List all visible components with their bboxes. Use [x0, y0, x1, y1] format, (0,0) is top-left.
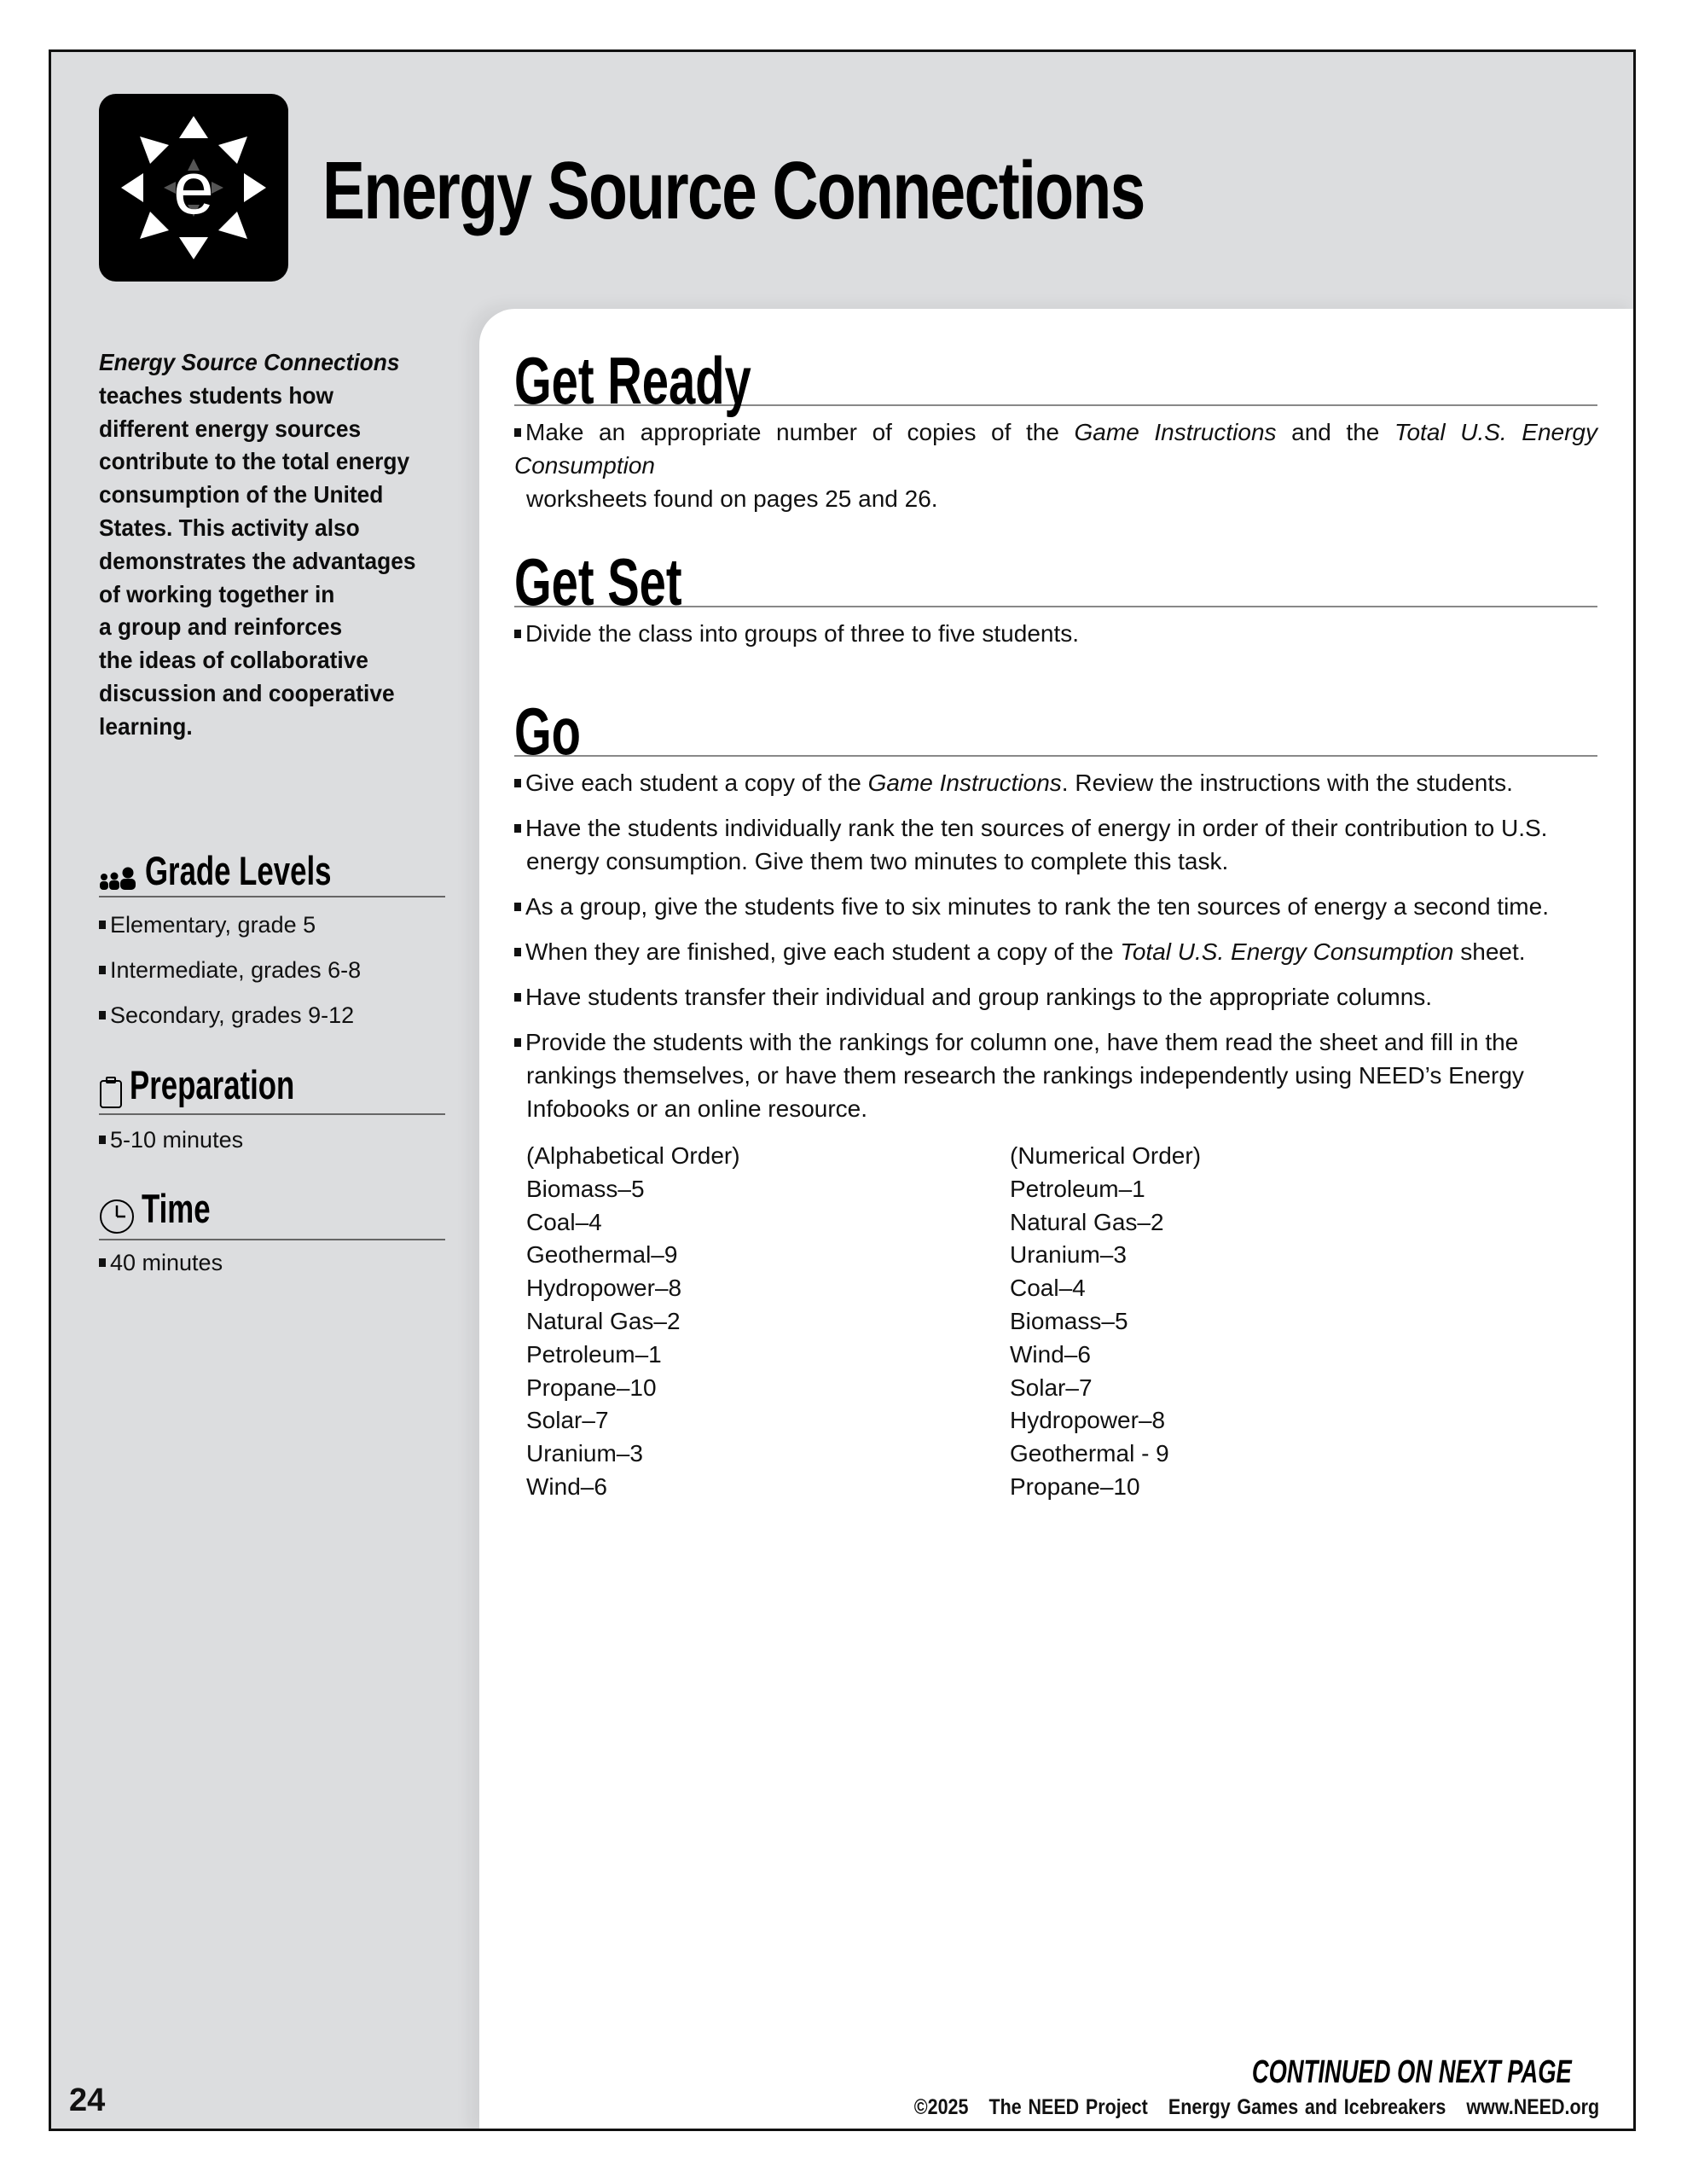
list-item: Biomass–5 — [526, 1175, 645, 1202]
list-item: Intermediate, grades 6-8 — [99, 948, 457, 993]
intro-activity-name: Energy Source Connections — [99, 349, 400, 375]
list-item: Uranium–3 — [526, 1440, 643, 1467]
publication-name: Energy Games and Icebreakers — [1168, 2095, 1446, 2119]
alphabetical-column — [526, 1140, 953, 1504]
people-group-icon — [99, 866, 138, 896]
preparation-heading: Preparation — [99, 1061, 445, 1115]
list-item: Solar–7 — [526, 1407, 609, 1434]
list-item: Geothermal–9 — [526, 1241, 678, 1269]
get-set-heading: Get Set — [514, 543, 1597, 607]
clipboard-icon — [99, 1077, 123, 1113]
column-header: (Numerical Order) — [1010, 1142, 1202, 1169]
list-item: Uranium–3 — [1010, 1241, 1127, 1269]
list-item: Wind–6 — [1010, 1340, 1091, 1368]
go-step-5: Have students transfer their individual and group rankings to the appropriate columns. — [514, 980, 1597, 1014]
list-item: Petroleum–1 — [526, 1340, 662, 1368]
go-step-6: Provide the students with the rankings for column one, have them read the sheet and fill in the rankings themselves, or have them research the rankings independently using NEED’s Energy Infobooks or an online resource. — [514, 1025, 1597, 1125]
clock-icon — [99, 1199, 135, 1239]
grade-levels-list — [99, 903, 457, 1038]
list-item: Geothermal - 9 — [1010, 1440, 1169, 1467]
get-ready-text: Make an appropriate number of copies of the Game Instructions and the Total U.S. Energy Consumption worksheets found on pages 25 and 26. — [514, 419, 1597, 512]
list-item: Hydropower–8 — [526, 1275, 682, 1302]
list-item: Wind–6 — [526, 1472, 607, 1500]
preparation-list — [99, 1118, 457, 1163]
list-item: Elementary, grade 5 — [99, 903, 457, 948]
sidebar-intro: Energy Source Connections teaches students how different energy sources contribute to the total energy consumption of the United States. This activity also demonstrates the advantages of working together in a group and reinforces the ideas of collaborative discussion and cooperative learning. — [99, 349, 416, 740]
continued-notice: CONTINUED ON NEXT PAGE — [1252, 2054, 1572, 2090]
page-number: 24 — [69, 2082, 106, 2118]
list-item: 5-10 minutes — [99, 1118, 457, 1163]
copyright: ©2025 — [913, 2095, 969, 2119]
list-item: Petroleum–1 — [1010, 1175, 1145, 1202]
time-list — [99, 1240, 457, 1286]
time-heading: Time — [99, 1185, 445, 1240]
footer-credits — [914, 2095, 1599, 2120]
list-item: Solar–7 — [1010, 1374, 1093, 1401]
go-step-3: As a group, give the students five to six minutes to rank the ten sources of energy a second time. — [514, 890, 1597, 923]
list-item: Natural Gas–2 — [1010, 1208, 1164, 1235]
numerical-column — [1010, 1140, 1436, 1504]
list-item: Biomass–5 — [1010, 1307, 1128, 1334]
get-ready-heading: Get Ready — [514, 341, 1597, 406]
list-item: Propane–10 — [1010, 1472, 1140, 1500]
grade-levels-heading: Grade Levels — [99, 847, 445, 897]
org-name: The NEED Project — [988, 2095, 1148, 2119]
list-item: Natural Gas–2 — [526, 1307, 681, 1334]
get-set-text: Divide the class into groups of three to five students. — [514, 617, 1597, 650]
go-step-1: Give each student a copy of the Game Instructions. Review the instructions with the students. — [514, 766, 1597, 799]
website-link[interactable]: www.NEED.org — [1466, 2095, 1599, 2119]
go-step-2: Have the students individually rank the ten sources of energy in order of their contribution to U.S. energy consumption. Give them two minutes to complete this task. — [514, 811, 1597, 878]
list-item: Coal–4 — [526, 1208, 602, 1235]
svg-text:e: e — [173, 148, 214, 229]
energy-sun-e-icon — [99, 94, 288, 282]
go-heading: Go — [514, 692, 1597, 757]
sidebar — [99, 346, 457, 1275]
page-frame — [49, 49, 1636, 2131]
go-step-4: When they are finished, give each student a copy of the Total U.S. Energy Consumption sheet. — [514, 935, 1597, 968]
list-item: Hydropower–8 — [1010, 1407, 1166, 1434]
list-item: Propane–10 — [526, 1374, 657, 1401]
list-item: 40 minutes — [99, 1240, 457, 1286]
list-item: Secondary, grades 9-12 — [99, 993, 457, 1038]
column-header: (Alphabetical Order) — [526, 1142, 740, 1169]
list-item: Coal–4 — [1010, 1275, 1086, 1302]
page-title: Energy Source Connections — [322, 145, 1145, 236]
